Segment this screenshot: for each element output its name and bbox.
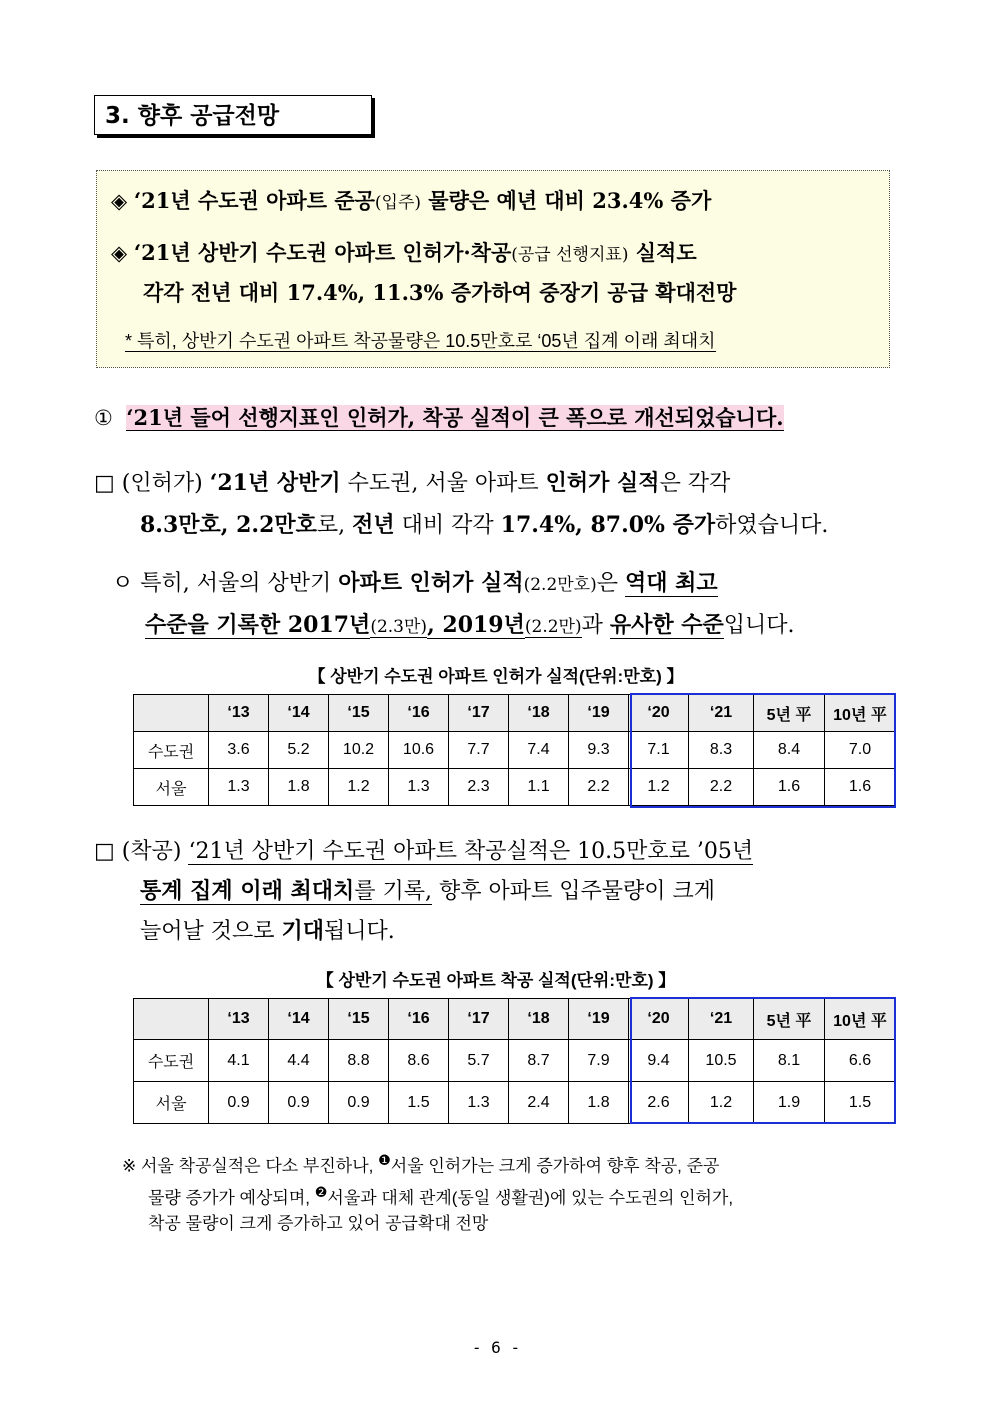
permit-text: 대비 각각: [394, 513, 501, 538]
table-cell: 2.4: [509, 1082, 569, 1124]
permit-paren: (2.3만): [370, 617, 428, 637]
footnote-line-1: [122, 1148, 733, 1180]
table-cell: 1.2: [629, 769, 689, 806]
table-header-cell: ‘21: [689, 999, 754, 1040]
table-row-label: 수도권: [134, 732, 209, 769]
summary-line-3: [143, 277, 736, 307]
permit-text: 수도권, 서울 아파트: [340, 471, 546, 496]
permit-text: 8.3만호, 2.2만호: [140, 512, 317, 538]
summary-line-2: [111, 237, 697, 267]
permit-text: , 2019년: [427, 612, 525, 638]
table-cell: 1.5: [825, 1082, 896, 1124]
footnote-line-2: [122, 1180, 733, 1212]
diamond-bullet-icon: ◈: [111, 189, 128, 213]
table-cell: 1.8: [269, 769, 329, 806]
footnote-text: 착공 물량이 크게 증가하고 있어 공급확대 전망: [148, 1214, 489, 1234]
permit-text: 은 각각: [659, 471, 731, 496]
permit-text: 역대 최고: [625, 570, 718, 596]
summary-text: ‘21년 수도권 아파트 준공: [133, 188, 375, 213]
summary-text: 물량은: [421, 188, 497, 213]
permit-sub-line-2: [145, 608, 795, 639]
table-cell: 0.9: [269, 1082, 329, 1124]
start-line-2: [140, 874, 715, 905]
table-cell: 10.5: [689, 1040, 754, 1082]
table-header-cell: ‘18: [509, 999, 569, 1040]
table-header-cell: 10년 平: [825, 999, 896, 1040]
table-header-cell: 5년 平: [754, 695, 825, 732]
permit-text: ‘21년 상반기: [209, 470, 341, 496]
summary-text: 수도권 아파트 인허가·착공: [266, 240, 512, 265]
table-cell: 1.6: [754, 769, 825, 806]
permit-text: ㅇ 특히, 서울의 상반기: [112, 571, 339, 596]
table-header-cell: ‘17: [449, 999, 509, 1040]
table-cell: 8.4: [754, 732, 825, 769]
table-header-cell: ‘16: [389, 695, 449, 732]
summary-paren: (입주): [374, 193, 421, 213]
summary-note: [125, 327, 716, 353]
point-heading: [94, 402, 784, 432]
table-row-label: 서울: [134, 769, 209, 806]
summary-line-1: [111, 185, 711, 215]
table2-caption: 【 상반기 수도권 아파트 착공 실적(단위:만호) 】: [316, 971, 676, 990]
table-cell: 4.1: [209, 1040, 269, 1082]
table-cell: 1.2: [329, 769, 389, 806]
permit-paren: (2.2만호): [523, 575, 597, 595]
table-cell: 7.0: [825, 732, 896, 769]
table-header-cell: ‘14: [269, 999, 329, 1040]
table-header-cell: [134, 999, 209, 1040]
start-text: ‘21년 상반기 수도권 아파트 착공실적은 10.5만호로 ’05년: [188, 839, 754, 864]
table-cell: 7.4: [509, 732, 569, 769]
table-cell: 2.2: [569, 769, 629, 806]
permit-text: 전년: [352, 512, 395, 538]
table-cell: 8.3: [689, 732, 754, 769]
summary-paren: (공급 선행지표): [511, 245, 629, 265]
permit-text: 아파트 인허가 실적: [338, 570, 524, 596]
table-cell: 2.6: [629, 1082, 689, 1124]
permit-text: 하였습니다.: [715, 513, 829, 538]
summary-text: 예년 대비 23.4% 증가: [496, 188, 712, 213]
permit-text: 17.4%, 87.0% 증가: [500, 512, 716, 538]
table-header-cell: ‘14: [269, 695, 329, 732]
start-line-1: [94, 834, 753, 865]
table-header-cell: ‘20: [629, 695, 689, 732]
table1-caption: 【 상반기 수도권 아파트 인허가 실적(단위:만호) 】: [308, 667, 684, 686]
table-cell: 5.2: [269, 732, 329, 769]
table-cell: 1.1: [509, 769, 569, 806]
table-cell: 1.5: [389, 1082, 449, 1124]
table-header-cell: [134, 695, 209, 732]
table-cell: 4.4: [269, 1040, 329, 1082]
table-cell: 8.1: [754, 1040, 825, 1082]
table-cell: 1.3: [389, 769, 449, 806]
footnote-text: 물량 증가가 예상되며,: [148, 1188, 315, 1208]
table-header-cell: 10년 平: [825, 695, 896, 732]
table-cell: 1.9: [754, 1082, 825, 1124]
checkbox-bullet: □ (인허가): [94, 471, 210, 496]
footnote-text: ※ 서울 착공실적은 다소 부진하나,: [122, 1156, 379, 1176]
start-text: 를 기록,: [354, 879, 432, 904]
permit-line-2: [140, 508, 828, 539]
summary-text: 중장기 공급 확대전망: [539, 280, 737, 305]
table-header-cell: ‘18: [509, 695, 569, 732]
table-cell: 9.4: [629, 1040, 689, 1082]
table-cell: 1.3: [449, 1082, 509, 1124]
summary-note-text: * 특히, 상반기 수도권 아파트 착공물량은 10.5만호로 ‘05년 집계 이래 최대치: [125, 331, 716, 351]
table-cell: 1.3: [209, 769, 269, 806]
table-cell: 8.6: [389, 1040, 449, 1082]
footnote-text: 서울과 대체 관계(동일 생활권)에 있는 수도권의 인허가,: [327, 1188, 734, 1208]
summary-text: ‘21년 상반기: [133, 240, 267, 265]
footnote-line-3: [122, 1211, 733, 1237]
permit-text: 인허가 실적: [545, 470, 660, 496]
permit-line-1: [94, 466, 730, 497]
summary-text: 실적도: [628, 240, 697, 265]
summary-box: [96, 170, 890, 368]
table-cell: 7.9: [569, 1040, 629, 1082]
start-text: 향후 아파트 입주물량이 크게: [432, 879, 715, 904]
table-header-cell: 5년 平: [754, 999, 825, 1040]
table-header-cell: ‘15: [329, 695, 389, 732]
table-cell: 0.9: [329, 1082, 389, 1124]
start-text: 통계 집계 이래 최대치: [140, 878, 355, 904]
start-text: 기대: [281, 918, 325, 944]
table-cell: 2.2: [689, 769, 754, 806]
table-header-cell: ‘21: [689, 695, 754, 732]
table-cell: 7.1: [629, 732, 689, 769]
permit-text: 유사한 수준: [609, 612, 724, 638]
table-row-label: 서울: [134, 1082, 209, 1124]
table-cell: 3.6: [209, 732, 269, 769]
table-cell: 1.2: [689, 1082, 754, 1124]
table-cell: 8.7: [509, 1040, 569, 1082]
marker-2-icon: ❷: [314, 1184, 328, 1201]
diamond-bullet-icon: ◈: [111, 241, 128, 265]
section-title: 3. 향후 공급전망: [94, 95, 372, 135]
table-cell: 0.9: [209, 1082, 269, 1124]
page-number: - 6 -: [471, 1338, 521, 1357]
permit-sub-line-1: [112, 566, 718, 597]
table-cell: 5.7: [449, 1040, 509, 1082]
permit-text: 입니다.: [723, 613, 795, 638]
circled-number-icon: ①: [94, 406, 113, 430]
marker-1-icon: ❶: [378, 1153, 391, 1169]
permit-text: 수준을 기록한 2017년: [145, 612, 371, 638]
table-cell: 10.2: [329, 732, 389, 769]
table-header-cell: ‘19: [569, 695, 629, 732]
summary-text: 각각 전년 대비 17.4%, 11.3% 증가하여: [143, 280, 540, 305]
permit-text: 과: [581, 613, 610, 638]
start-text: 됩니다.: [324, 919, 395, 944]
table-cell: 9.3: [569, 732, 629, 769]
table-cell: 8.8: [329, 1040, 389, 1082]
permit-paren: (2.2만): [524, 617, 582, 637]
highlight-box: [630, 693, 896, 808]
checkbox-bullet: □ (착공): [94, 839, 189, 864]
table-cell: 7.7: [449, 732, 509, 769]
start-text: 늘어날 것으로: [140, 919, 282, 944]
table-header-cell: ‘15: [329, 999, 389, 1040]
table-header-cell: ‘19: [569, 999, 629, 1040]
table-row-label: 수도권: [134, 1040, 209, 1082]
permit-text: 로,: [316, 513, 353, 538]
permit-text: 은: [596, 571, 625, 596]
start-line-3: [140, 914, 395, 945]
table-header-cell: ‘13: [209, 695, 269, 732]
table-cell: 6.6: [825, 1040, 896, 1082]
footnote: [122, 1148, 733, 1237]
table-header-cell: ‘20: [629, 999, 689, 1040]
table-cell: 10.6: [389, 732, 449, 769]
table-cell: 1.6: [825, 769, 896, 806]
highlight-box: [630, 997, 896, 1124]
table-header-cell: ‘16: [389, 999, 449, 1040]
table-cell: 2.3: [449, 769, 509, 806]
table-header-cell: ‘17: [449, 695, 509, 732]
table-cell: 1.8: [569, 1082, 629, 1124]
point-heading-text: ‘21년 들어 선행지표인 인허가, 착공 실적이 큰 폭으로 개선되었습니다.: [126, 405, 784, 430]
footnote-text: 서울 인허가는 크게 증가하여 향후 착공, 준공: [390, 1156, 720, 1176]
table-header-cell: ‘13: [209, 999, 269, 1040]
